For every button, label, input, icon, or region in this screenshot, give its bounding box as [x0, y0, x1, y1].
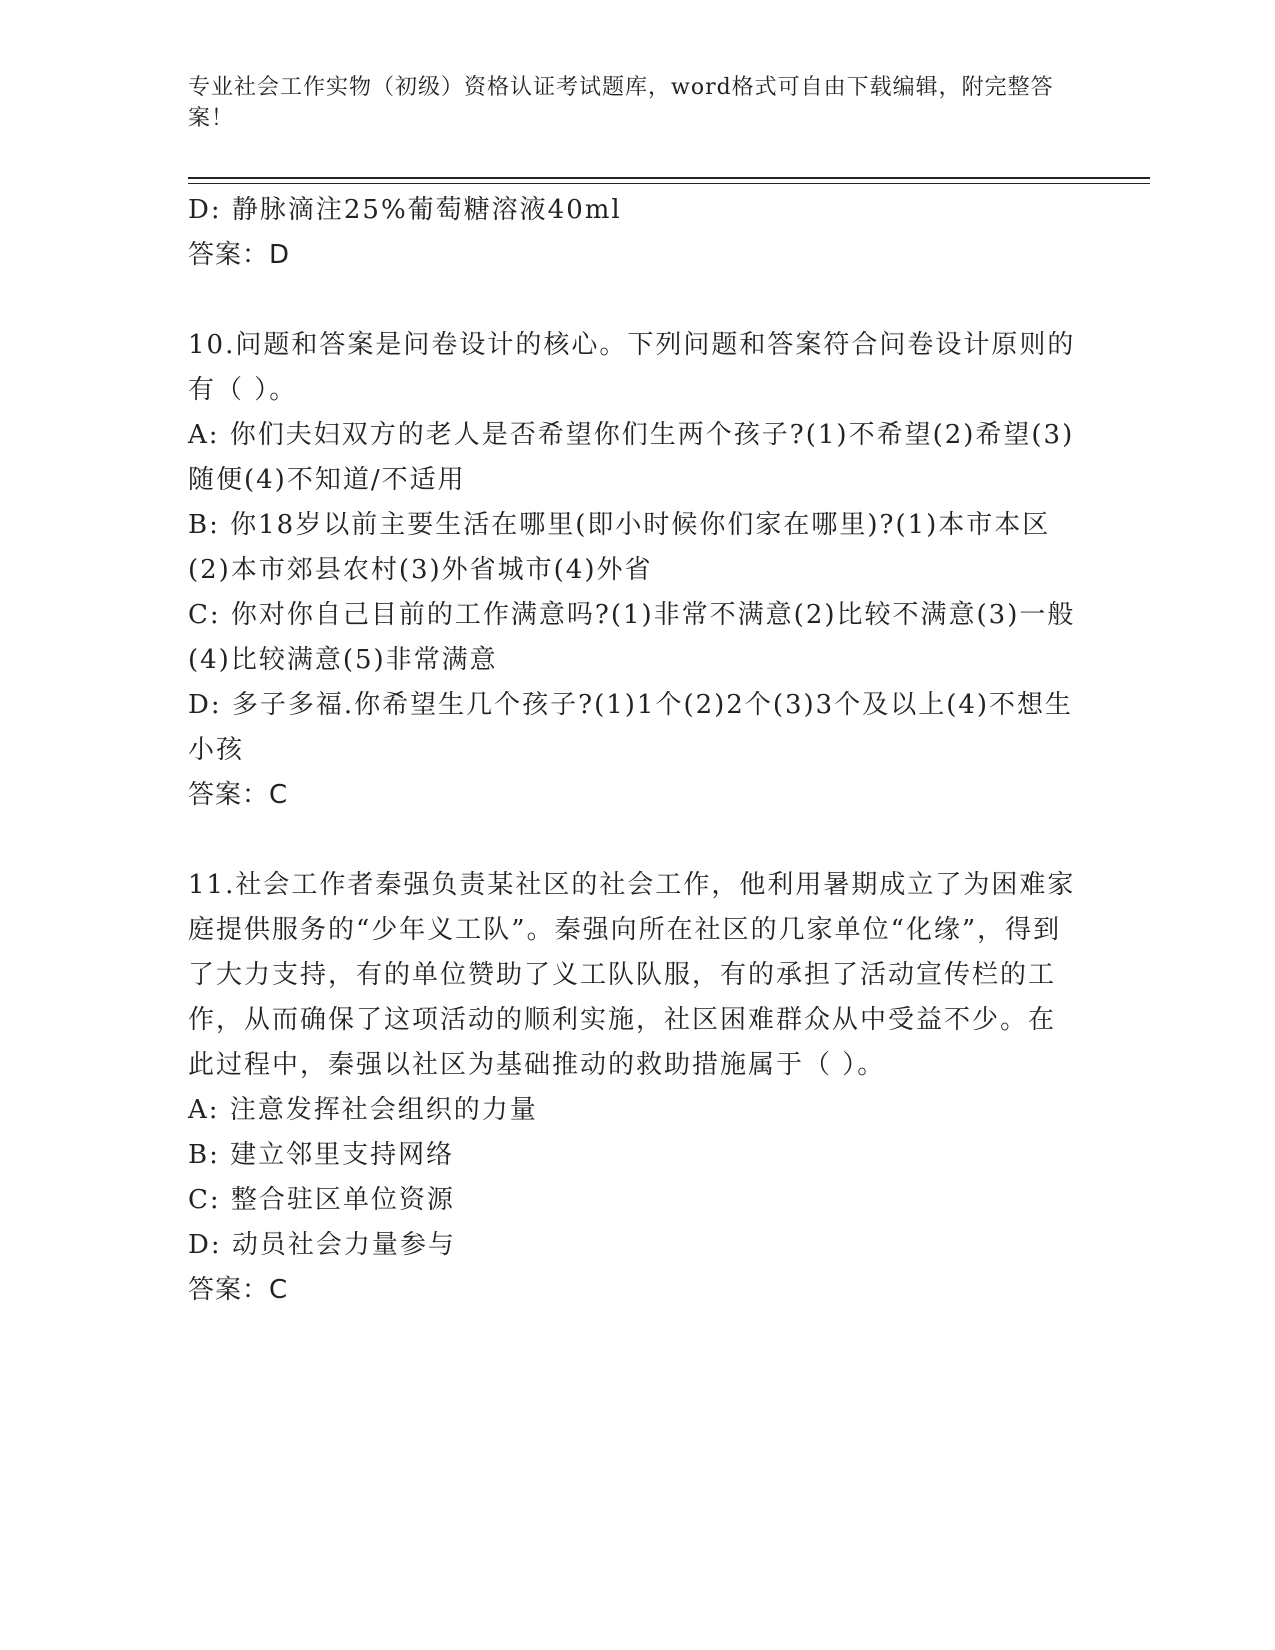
answer: 答案：D [188, 240, 291, 270]
option-a: A: 注意发挥社会组织的力量 [188, 1095, 538, 1125]
option-d: D: 动员社会力量参与 [188, 1230, 456, 1260]
option-a: A: 你们夫妇双方的老人是否希望你们生两个孩子?(1)不希望(2)希望(3)随便(4)不知道/不适用 [188, 420, 1075, 495]
header-rule-thin [188, 183, 1150, 184]
option-b: B: 你18岁以前主要生活在哪里(即小时候你们家在哪里)?(1)本市本区(2)本市郊县农村(3)外省城市(4)外省 [188, 510, 1051, 585]
question-stem: 10.问题和答案是问卷设计的核心。下列问题和答案符合问卷设计原则的有（ ）。 [188, 330, 1076, 405]
question-stem: 11.社会工作者秦强负责某社区的社会工作，他利用暑期成立了为困难家庭提供服务的“少年义工队”。秦强向所在社区的几家单位“化缘”，得到了大力支持，有的单位赞助了义工队队服，有的承担了活动宣传栏的工作，从而确保了这项活动的顺利实施，社区困难群众从中受益不少。在此过程中，秦强以社区为基础推动的救助措施属于（ ）。 [188, 870, 1076, 1080]
option-c: C: 整合驻区单位资源 [188, 1185, 455, 1215]
option-d: D: 多子多福.你希望生几个孩子?(1)1个(2)2个(3)3个及以上(4)不想生小孩 [188, 690, 1074, 765]
document-header: 专业社会工作实物（初级）资格认证考试题库，word格式可自由下载编辑，附完整答案！ [188, 75, 1054, 131]
answer: 答案：C [188, 780, 289, 810]
option-c: C: 你对你自己目前的工作满意吗?(1)非常不满意(2)比较不满意(3)一般(4)比较满意(5)非常满意 [188, 600, 1076, 675]
header-rule-thick [188, 177, 1150, 179]
option-b: B: 建立邻里支持网络 [188, 1140, 455, 1170]
question-10 [188, 323, 1078, 818]
option-d: D: 静脉滴注25%葡萄糖溶液40ml [188, 195, 622, 225]
question-11 [188, 863, 1078, 1313]
document-body [188, 188, 1078, 1313]
prev-question [188, 188, 1078, 278]
answer: 答案：C [188, 1275, 289, 1305]
